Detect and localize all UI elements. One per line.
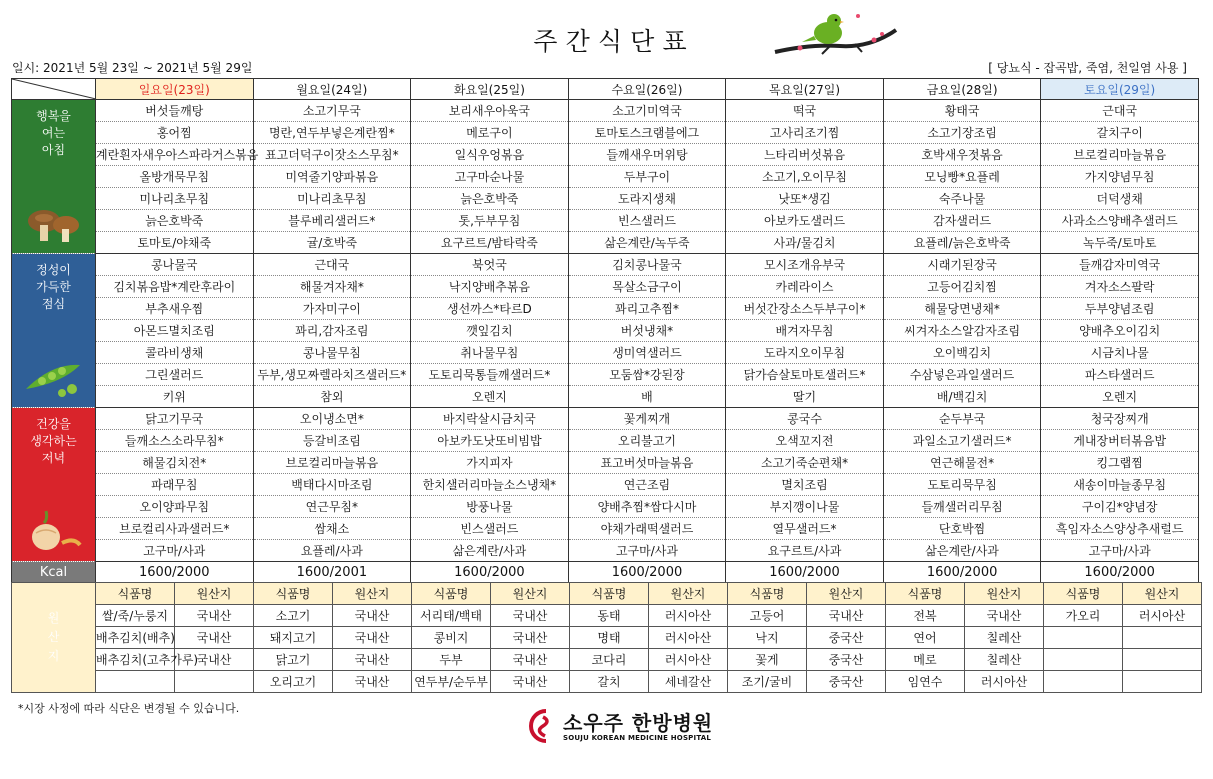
menu-cell: 오색꼬지전 [726, 430, 884, 452]
menu-cell: 요구르트/사과 [726, 540, 884, 562]
origin-item: 조기/굴비 [728, 671, 807, 693]
meal-category-2 [12, 408, 96, 562]
origin-item: 코다리 [570, 649, 649, 671]
origin-item: 두부 [412, 649, 491, 671]
menu-row [12, 430, 1199, 452]
menu-cell: 바지락살시금치국 [411, 408, 569, 430]
menu-cell: 단호박찜 [883, 518, 1041, 540]
menu-cell: 배 [568, 386, 726, 408]
menu-cell: 오렌지 [1041, 386, 1199, 408]
origin-header-origin: 원산지 [807, 583, 886, 605]
origin-country: 러시아산 [649, 627, 728, 649]
origin-item: 닭고기 [254, 649, 333, 671]
menu-cell: 소고기,오이무침 [726, 166, 884, 188]
origin-header-origin: 원산지 [333, 583, 412, 605]
menu-cell: 꽈리고추찜* [568, 298, 726, 320]
meal-category-label: 여는 [41, 125, 66, 140]
menu-cell: 콩국수 [726, 408, 884, 430]
meal-category-label: 가득한 [36, 279, 71, 294]
menu-cell: 빈스샐러드 [568, 210, 726, 232]
day-header-fri: 금요일(28일) [883, 79, 1041, 100]
origin-item: 돼지고기 [254, 627, 333, 649]
meal-category-1 [12, 254, 96, 408]
menu-cell: 토마토/야채죽 [96, 232, 254, 254]
meal-category-label: 행복을 [36, 109, 71, 123]
menu-cell: 콩나물무침 [253, 342, 411, 364]
menu-cell: 김치볶음밥*계란후라이 [96, 276, 254, 298]
menu-cell: 들깨샐러리무침 [883, 496, 1041, 518]
meal-category-0 [12, 100, 96, 254]
onion-icon [22, 507, 84, 553]
menu-cell: 숙주나물 [883, 188, 1041, 210]
menu-cell: 브로컬리마늘볶음 [253, 452, 411, 474]
menu-cell: 호박새우젓볶음 [883, 144, 1041, 166]
menu-cell: 요플레/늙은호박죽 [883, 232, 1041, 254]
origin-country: 중국산 [807, 627, 886, 649]
menu-cell: 연근무침* [253, 496, 411, 518]
origin-header-origin: 원산지 [175, 583, 254, 605]
menu-cell: 오이양파무침 [96, 496, 254, 518]
kcal-value: 1600/2000 [1041, 562, 1199, 584]
weekly-menu-table [11, 78, 1199, 584]
meal-category-label: 정성이 [36, 263, 71, 277]
kcal-value: 1600/2000 [96, 562, 254, 584]
menu-cell: 아보카도샐러드 [726, 210, 884, 232]
menu-cell: 닭가슴살토마토샐러드* [726, 364, 884, 386]
logo-subtitle: SOUJU KOREAN MEDICINE HOSPITAL [563, 734, 712, 742]
peas-icon [22, 353, 84, 399]
menu-cell: 목살소금구이 [568, 276, 726, 298]
origin-header-item: 식품명 [728, 583, 807, 605]
menu-cell: 두부구이 [568, 166, 726, 188]
menu-cell: 가지양념무침 [1041, 166, 1199, 188]
menu-cell: 고사리조기찜 [726, 122, 884, 144]
origin-header-origin: 원산지 [649, 583, 728, 605]
origin-country: 국내산 [175, 627, 254, 649]
menu-cell: 계란흰자새우아스파라거스볶음 [96, 144, 254, 166]
menu-cell: 흑임자소스양상추새럴드 [1041, 518, 1199, 540]
origin-header-row [12, 583, 1202, 605]
origin-country: 국내산 [491, 627, 570, 649]
menu-cell: 미나리초무침 [253, 188, 411, 210]
menu-cell: 해물당면냉채* [883, 298, 1041, 320]
menu-cell: 고구마/사과 [96, 540, 254, 562]
menu-cell: 멸치조림 [726, 474, 884, 496]
menu-cell: 양배추오이김치 [1041, 320, 1199, 342]
menu-cell: 부추새우찜 [96, 298, 254, 320]
origin-country: 국내산 [333, 627, 412, 649]
menu-cell: 소고기무국 [253, 100, 411, 122]
menu-cell: 수삼넣은과일샐러드 [883, 364, 1041, 386]
kcal-row [12, 562, 1199, 584]
meal-category-label: 건강을 [36, 417, 71, 431]
menu-row [12, 320, 1199, 342]
logo-name: 소우주 한방병원 [563, 711, 714, 735]
menu-cell: 배겨자무침 [726, 320, 884, 342]
origin-country: 국내산 [807, 605, 886, 627]
menu-cell: 방풍나물 [411, 496, 569, 518]
menu-cell: 두부양념조림 [1041, 298, 1199, 320]
origin-country: 중국산 [807, 671, 886, 693]
menu-cell: 토마토스크램블에그 [568, 122, 726, 144]
menu-cell: 브로컬리마늘볶음 [1041, 144, 1199, 166]
origin-item: 소고기 [254, 605, 333, 627]
menu-row [12, 254, 1199, 276]
menu-row [12, 540, 1199, 562]
menu-cell: 쌈채소 [253, 518, 411, 540]
origin-header-item: 식품명 [570, 583, 649, 605]
origin-item: 갈치 [570, 671, 649, 693]
origin-item: 전복 [886, 605, 965, 627]
footnote: *시장 사정에 따라 식단은 변경될 수 있습니다. [18, 702, 240, 715]
menu-cell: 모시조개유부국 [726, 254, 884, 276]
menu-cell: 버섯냉채* [568, 320, 726, 342]
origin-row [12, 671, 1202, 693]
origin-country: 중국산 [807, 649, 886, 671]
menu-cell: 귤/호박죽 [253, 232, 411, 254]
menu-cell: 올방개묵무침 [96, 166, 254, 188]
menu-cell: 표고더덕구이잣소스무침* [253, 144, 411, 166]
origin-country: 국내산 [333, 671, 412, 693]
menu-cell: 표고버섯마늘볶음 [568, 452, 726, 474]
menu-cell: 새송이마늘종무침 [1041, 474, 1199, 496]
menu-cell: 보리새우아욱국 [411, 100, 569, 122]
menu-row [12, 188, 1199, 210]
mushroom-icon [22, 199, 84, 245]
origin-item [1044, 627, 1123, 649]
menu-cell: 꽃게찌개 [568, 408, 726, 430]
menu-cell: 사과소스양배추샐러드 [1041, 210, 1199, 232]
page-title: 주 간 식 단 표 [533, 27, 687, 56]
menu-cell: 해물김치전* [96, 452, 254, 474]
day-header-row [12, 79, 1199, 100]
origin-item: 동태 [570, 605, 649, 627]
origin-item: 가오리 [1044, 605, 1123, 627]
diagonal-line [12, 79, 96, 99]
kcal-value: 1600/2000 [726, 562, 884, 584]
menu-cell: 시래기된장국 [883, 254, 1041, 276]
origin-country: 칠레산 [965, 649, 1044, 671]
menu-cell: 고등어김치찜 [883, 276, 1041, 298]
origin-country [175, 671, 254, 693]
menu-cell: 소고기죽순편채* [726, 452, 884, 474]
kcal-value: 1600/2000 [411, 562, 569, 584]
bird-branch-illustration [770, 8, 900, 60]
menu-cell: 들깨감자미역국 [1041, 254, 1199, 276]
origin-country: 국내산 [491, 649, 570, 671]
menu-cell: 메로구이 [411, 122, 569, 144]
menu-row [12, 276, 1199, 298]
menu-cell: 연근조림 [568, 474, 726, 496]
menu-cell: 명란,연두부넣은계란찜* [253, 122, 411, 144]
origin-country: 국내산 [491, 671, 570, 693]
origin-header-item: 식품명 [1044, 583, 1123, 605]
menu-cell: 등갈비조림 [253, 430, 411, 452]
origin-category-label: 산 [47, 629, 60, 644]
menu-cell: 일식우엉볶음 [411, 144, 569, 166]
menu-cell: 야채가래떡샐러드 [568, 518, 726, 540]
menu-cell: 버섯간장소스두부구이* [726, 298, 884, 320]
menu-cell: 두부,생모짜렐라치즈샐러드* [253, 364, 411, 386]
menu-cell: 한치샐러리마늘소스냉채* [411, 474, 569, 496]
menu-cell: 톳,두부무침 [411, 210, 569, 232]
menu-row [12, 100, 1199, 122]
kcal-label: Kcal [12, 562, 96, 584]
menu-cell: 모둠쌈*강된장 [568, 364, 726, 386]
origin-country: 러시아산 [965, 671, 1044, 693]
menu-cell: 생선까스*타르D [411, 298, 569, 320]
menu-cell: 가지피자 [411, 452, 569, 474]
origin-item: 쌀/죽/누룽지 [96, 605, 175, 627]
origin-table [11, 582, 1202, 693]
origin-item [1044, 649, 1123, 671]
menu-cell: 모닝빵*요플레 [883, 166, 1041, 188]
menu-row [12, 232, 1199, 254]
menu-cell: 빈스샐러드 [411, 518, 569, 540]
kcal-value: 1600/2000 [568, 562, 726, 584]
menu-cell: 북엇국 [411, 254, 569, 276]
menu-cell: 들깨소스소라무침* [96, 430, 254, 452]
origin-item: 메로 [886, 649, 965, 671]
origin-item: 서리태/백태 [412, 605, 491, 627]
menu-row [12, 518, 1199, 540]
menu-cell: 느타리버섯볶음 [726, 144, 884, 166]
menu-row [12, 210, 1199, 232]
menu-cell: 버섯들깨탕 [96, 100, 254, 122]
day-header-mon: 월요일(24일) [253, 79, 411, 100]
menu-cell: 고구마순나물 [411, 166, 569, 188]
origin-header-item: 식품명 [254, 583, 333, 605]
origin-country: 러시아산 [649, 649, 728, 671]
menu-cell: 고구마/사과 [568, 540, 726, 562]
origin-country: 국내산 [965, 605, 1044, 627]
menu-cell: 양배추찜*쌈다시마 [568, 496, 726, 518]
menu-cell: 그린샐러드 [96, 364, 254, 386]
menu-cell: 소고기장조림 [883, 122, 1041, 144]
menu-cell: 시금치나물 [1041, 342, 1199, 364]
origin-country [1123, 671, 1202, 693]
menu-cell: 오렌지 [411, 386, 569, 408]
menu-cell: 백태다시마조림 [253, 474, 411, 496]
menu-cell: 요구르트/밤타락죽 [411, 232, 569, 254]
menu-cell: 게내장버터볶음밥 [1041, 430, 1199, 452]
origin-item: 연두부/순두부 [412, 671, 491, 693]
origin-row [12, 627, 1202, 649]
diet-note: [ 당뇨식 - 잡곡밥, 죽염, 천일염 사용 ] [988, 61, 1187, 75]
origin-item: 연어 [886, 627, 965, 649]
menu-cell: 생미역샐러드 [568, 342, 726, 364]
menu-cell: 취나물무침 [411, 342, 569, 364]
menu-cell: 사과/물김치 [726, 232, 884, 254]
corner-cell [12, 79, 96, 100]
origin-row [12, 649, 1202, 671]
origin-country [1123, 627, 1202, 649]
menu-cell: 아보카도낫또비빔밥 [411, 430, 569, 452]
menu-cell: 과일소고기샐러드* [883, 430, 1041, 452]
kcal-value: 1600/2000 [883, 562, 1041, 584]
menu-cell: 딸기 [726, 386, 884, 408]
menu-cell: 구이김*양념장 [1041, 496, 1199, 518]
origin-country: 국내산 [175, 649, 254, 671]
menu-cell: 해물겨자채* [253, 276, 411, 298]
meal-category-label: 점심 [41, 296, 66, 311]
origin-item: 배추김치(배추) [96, 627, 175, 649]
menu-cell: 참외 [253, 386, 411, 408]
menu-cell: 깻잎김치 [411, 320, 569, 342]
meal-category-label: 아침 [41, 142, 66, 157]
menu-row [12, 144, 1199, 166]
menu-cell: 늙은호박죽 [411, 188, 569, 210]
menu-cell: 아몬드멸치조림 [96, 320, 254, 342]
menu-row [12, 474, 1199, 496]
menu-cell: 고구마/사과 [1041, 540, 1199, 562]
menu-cell: 삶은계란/녹두죽 [568, 232, 726, 254]
menu-row [12, 166, 1199, 188]
day-header-tue: 화요일(25일) [411, 79, 569, 100]
menu-cell: 요플레/사과 [253, 540, 411, 562]
menu-row [12, 452, 1199, 474]
origin-item: 콩비지 [412, 627, 491, 649]
menu-cell: 낫또*생김 [726, 188, 884, 210]
menu-cell: 김치콩나물국 [568, 254, 726, 276]
day-header-sun: 일요일(23일) [96, 79, 254, 100]
origin-country [1123, 649, 1202, 671]
menu-cell: 콜라비생채 [96, 342, 254, 364]
menu-cell: 열무샐러드* [726, 518, 884, 540]
menu-cell: 황태국 [883, 100, 1041, 122]
menu-cell: 근대국 [1041, 100, 1199, 122]
menu-cell: 꽈리,감자조림 [253, 320, 411, 342]
menu-cell: 홍어찜 [96, 122, 254, 144]
menu-cell: 배/백김치 [883, 386, 1041, 408]
origin-header-item: 식품명 [412, 583, 491, 605]
origin-item: 오리고기 [254, 671, 333, 693]
menu-cell: 근대국 [253, 254, 411, 276]
menu-cell: 파스타샐러드 [1041, 364, 1199, 386]
logo-mark-icon [531, 709, 561, 743]
origin-country: 칠레산 [965, 627, 1044, 649]
day-header-wed: 수요일(26일) [568, 79, 726, 100]
origin-item [96, 671, 175, 693]
meal-category-label: 생각하는 [30, 433, 77, 448]
kcal-value: 1600/2001 [253, 562, 411, 584]
origin-item: 명태 [570, 627, 649, 649]
menu-row [12, 122, 1199, 144]
day-header-sat: 토요일(29일) [1041, 79, 1199, 100]
origin-country: 국내산 [491, 605, 570, 627]
origin-row [12, 605, 1202, 627]
origin-item: 꽃게 [728, 649, 807, 671]
hospital-logo [531, 707, 731, 747]
menu-cell: 카레라이스 [726, 276, 884, 298]
menu-cell: 미나리초무침 [96, 188, 254, 210]
origin-item [1044, 671, 1123, 693]
menu-cell: 겨자소스팔락 [1041, 276, 1199, 298]
origin-country: 러시아산 [649, 605, 728, 627]
origin-country: 세네갈산 [649, 671, 728, 693]
menu-cell: 들깨새우머위탕 [568, 144, 726, 166]
menu-cell: 떡국 [726, 100, 884, 122]
origin-category [12, 583, 96, 693]
menu-cell: 더덕생채 [1041, 188, 1199, 210]
menu-cell: 순두부국 [883, 408, 1041, 430]
meal-category-label: 저녁 [41, 450, 66, 465]
menu-cell: 파래무침 [96, 474, 254, 496]
menu-cell: 갈치구이 [1041, 122, 1199, 144]
menu-cell: 청국장찌개 [1041, 408, 1199, 430]
menu-cell: 감자샐러드 [883, 210, 1041, 232]
origin-country: 국내산 [333, 649, 412, 671]
menu-row [12, 386, 1199, 408]
origin-country: 러시아산 [1123, 605, 1202, 627]
period-label: 일시: 2021년 5월 23일 ~ 2021년 5월 29일 [12, 61, 253, 75]
day-header-thu: 목요일(27일) [726, 79, 884, 100]
menu-cell: 삶은계란/사과 [883, 540, 1041, 562]
menu-cell: 녹두죽/토마토 [1041, 232, 1199, 254]
menu-cell: 키위 [96, 386, 254, 408]
menu-cell: 콩나물국 [96, 254, 254, 276]
menu-row [12, 342, 1199, 364]
origin-category-label: 지 [47, 649, 60, 664]
origin-item: 낙지 [728, 627, 807, 649]
menu-cell: 도라지생채 [568, 188, 726, 210]
menu-cell: 삶은계란/사과 [411, 540, 569, 562]
menu-cell: 오이백김치 [883, 342, 1041, 364]
menu-cell: 닭고기무국 [96, 408, 254, 430]
menu-cell: 브로컬리사과샐러드* [96, 518, 254, 540]
menu-cell: 킹그랩찜 [1041, 452, 1199, 474]
menu-cell: 소고기미역국 [568, 100, 726, 122]
origin-header-item: 식품명 [886, 583, 965, 605]
menu-cell: 가자미구이 [253, 298, 411, 320]
menu-cell: 미역줄기양파볶음 [253, 166, 411, 188]
menu-row [12, 298, 1199, 320]
origin-category-label: 원 [47, 610, 60, 625]
origin-header-origin: 원산지 [491, 583, 570, 605]
origin-item: 고등어 [728, 605, 807, 627]
origin-header-origin: 원산지 [1123, 583, 1202, 605]
menu-cell: 도토리묵무침 [883, 474, 1041, 496]
menu-cell: 씨겨자소스알감자조림 [883, 320, 1041, 342]
menu-cell: 낙지양배추볶음 [411, 276, 569, 298]
menu-cell: 늙은호박죽 [96, 210, 254, 232]
menu-cell: 오이냉소면* [253, 408, 411, 430]
menu-cell: 부지깽이나물 [726, 496, 884, 518]
origin-country: 국내산 [175, 605, 254, 627]
menu-cell: 도라지오이무침 [726, 342, 884, 364]
menu-cell: 도토리묵통들깨샐러드* [411, 364, 569, 386]
origin-header-origin: 원산지 [965, 583, 1044, 605]
origin-item: 임연수 [886, 671, 965, 693]
origin-country: 국내산 [333, 605, 412, 627]
menu-cell: 블루베리샐러드* [253, 210, 411, 232]
menu-row [12, 408, 1199, 430]
origin-item: 배추김치(고추가루) [96, 649, 175, 671]
origin-header-item: 식품명 [96, 583, 175, 605]
menu-cell: 오리불고기 [568, 430, 726, 452]
menu-row [12, 364, 1199, 386]
menu-cell: 연근해물전* [883, 452, 1041, 474]
menu-row [12, 496, 1199, 518]
